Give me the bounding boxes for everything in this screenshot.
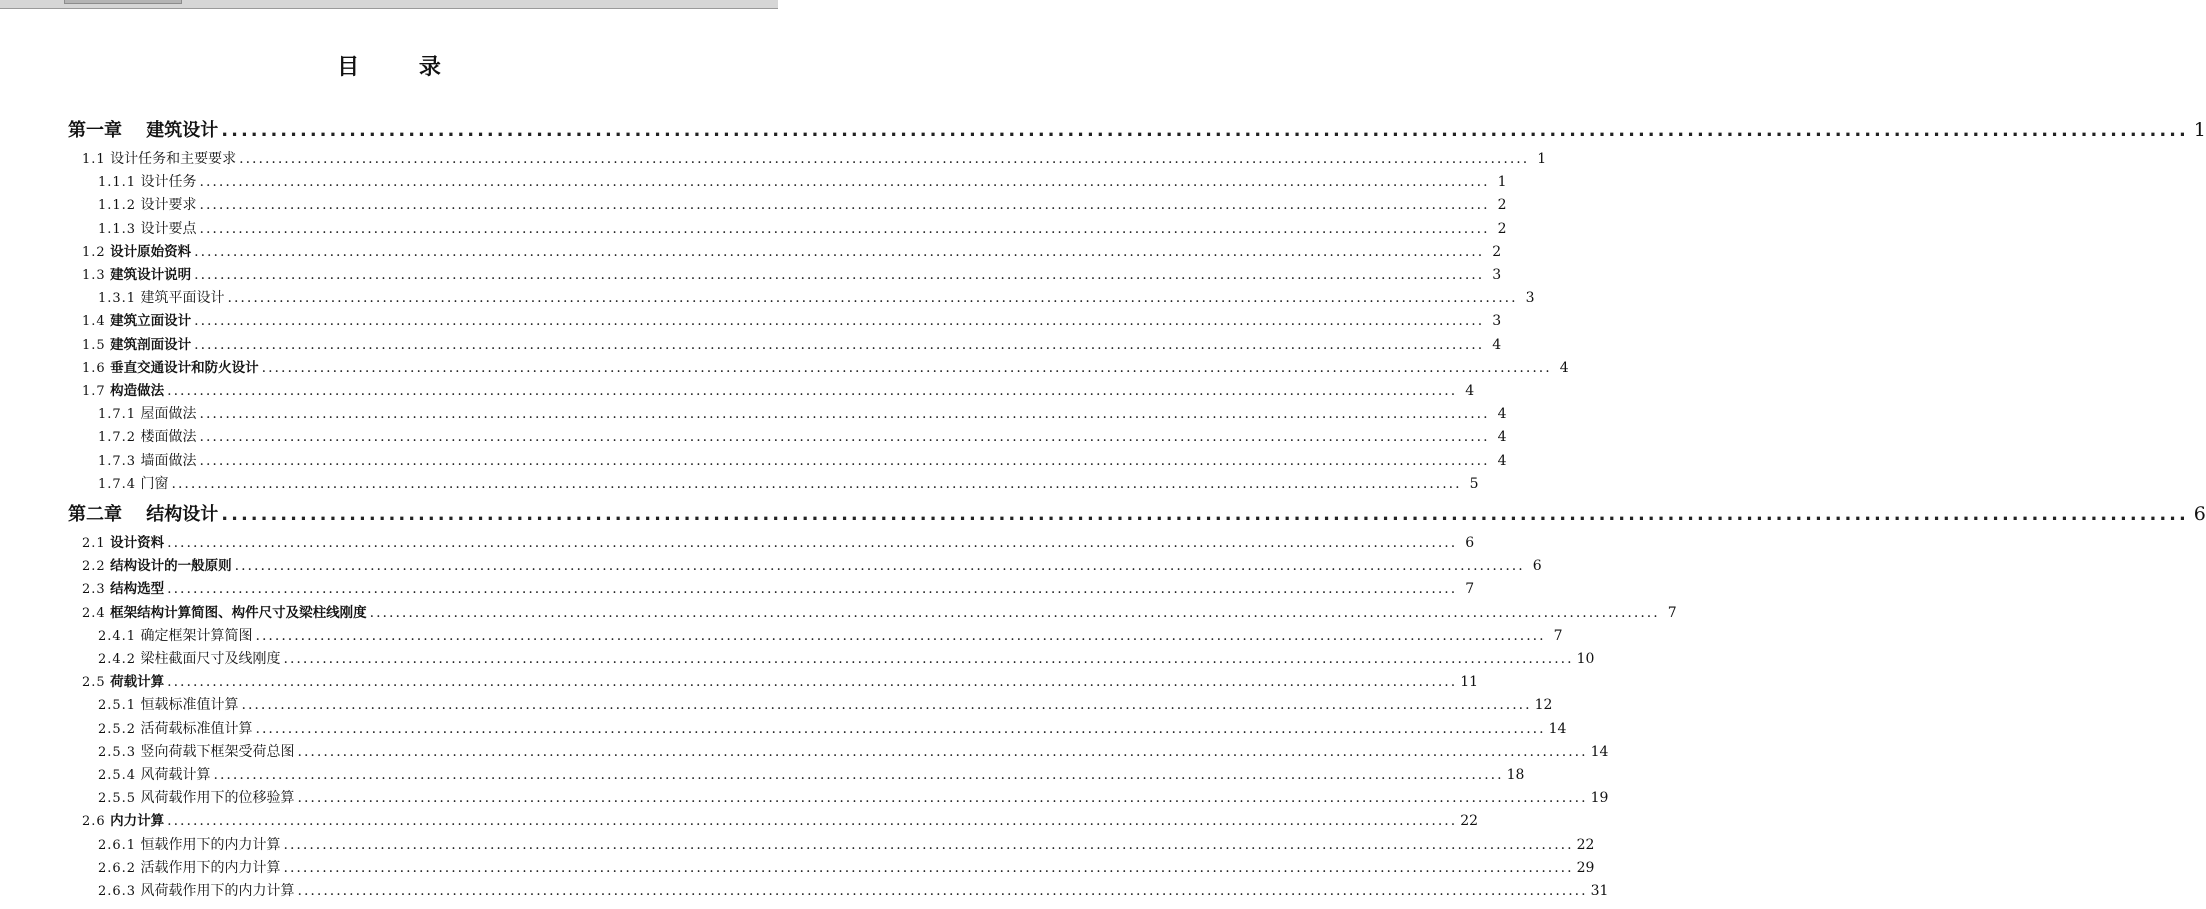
toc-entry-label <box>98 834 281 857</box>
toc-entry-label <box>98 625 253 648</box>
toc-dot-leader: ........................................................................................................................................................................................................ <box>167 674 1458 691</box>
toc-subsection-row[interactable] <box>98 426 1507 448</box>
toc-entry-label <box>98 473 169 496</box>
toc-entry-title: 建筑设计说明 <box>110 267 192 283</box>
toc-entry-label <box>98 694 239 717</box>
toc-entry-label <box>82 555 232 578</box>
toc-section-row[interactable] <box>82 671 1479 693</box>
viewer-toolbar <box>0 0 778 9</box>
toc-entry-title: 结构设计的一般原则 <box>110 558 232 575</box>
toc-dot-leader: ........................................................................................................................................................................................................ <box>199 197 1490 214</box>
toc-dot-leader: ........................................................................................................................................................................................................ <box>199 220 1490 237</box>
toc-entry-number: 1.7.3 <box>98 453 137 469</box>
toc-entry-number: 1.2 <box>82 244 106 260</box>
toc-entry-number: 2.6.2 <box>98 860 137 876</box>
toc-page-number: 4 <box>1497 429 1507 446</box>
toc-entry-number: 1.1 <box>82 152 106 167</box>
toc-entry-number: 2.5.5 <box>98 791 137 807</box>
toc-subsection-row[interactable] <box>98 741 1609 763</box>
toc-entry-title: 门窗 <box>140 475 169 492</box>
toc-entry-number: 2.4.2 <box>98 652 137 667</box>
toc-page-number: 19 <box>1590 790 1609 807</box>
toc-page-number: 1 <box>1537 151 1547 167</box>
toc-dot-leader: ........................................................................................................................................................................................................ <box>221 120 2189 141</box>
toc-entry-title: 恒载作用下的内力计算 <box>140 836 281 853</box>
toc-entry-label <box>98 787 295 810</box>
toc-entry-number: 2.5.2 <box>98 721 137 737</box>
toc-entry-number: 1.1.1 <box>98 175 137 191</box>
toc-dot-leader: ........................................................................................................................................................................................................ <box>234 558 1525 575</box>
toc-page-number: 14 <box>1548 720 1567 737</box>
toc-entry-title: 垂直交通设计和防火设计 <box>110 359 259 376</box>
toc-entry-label <box>82 334 191 357</box>
toc-subsection-row[interactable] <box>98 171 1507 193</box>
toc-subsection-row[interactable] <box>98 857 1595 879</box>
toc-entry-number: 1.6 <box>82 360 106 376</box>
toc-page-number: 14 <box>1590 743 1609 760</box>
toc-dot-leader: ........................................................................................................................................................................................................ <box>297 790 1588 807</box>
toc-dot-leader: ........................................................................................................................................................................................................ <box>241 697 1532 714</box>
toc-subsection-row[interactable] <box>98 648 1595 670</box>
toc-entry-label <box>82 532 164 555</box>
toc-entry-label <box>82 671 164 694</box>
toc-entry-label <box>98 718 253 741</box>
toc-dot-leader: ........................................................................................................................................................................................................ <box>283 836 1574 853</box>
toc-entry-number: 1.1.3 <box>98 221 137 237</box>
toc-entry-title: 设计资料 <box>110 535 165 551</box>
toc-page-number: 6 <box>1465 535 1475 551</box>
toc-dot-leader: ........................................................................................................................................................................................................ <box>261 359 1552 376</box>
toc-page-number: 4 <box>1492 336 1502 353</box>
toc-entry-label <box>98 450 197 473</box>
toc-dot-leader: ........................................................................................................................................................................................................ <box>194 243 1485 260</box>
toc-dot-leader: ........................................................................................................................................................................................................ <box>283 859 1574 876</box>
toc-section-row[interactable] <box>82 241 1502 263</box>
toc-dot-leader: ........................................................................................................................................................................................................ <box>167 383 1458 399</box>
toc-entry-number: 2.6.1 <box>98 837 137 853</box>
toc-subsection-row[interactable] <box>98 403 1507 425</box>
toc-page-number: 12 <box>1534 697 1553 714</box>
toc-page-number: 3 <box>1492 313 1502 330</box>
toc-page-number: 4 <box>1559 359 1569 376</box>
toc-entry-label <box>82 310 191 333</box>
toc-entry-number: 1.7.1 <box>98 407 137 423</box>
toc-page-number: 5 <box>1469 475 1479 492</box>
toc-subsection-row[interactable] <box>98 880 1609 902</box>
toc-subsection-row[interactable] <box>98 787 1609 809</box>
toc-entry-label <box>82 241 191 264</box>
toc-entry-label <box>68 501 218 529</box>
toc-entry-label <box>98 648 281 671</box>
toc-entry-label <box>82 810 164 833</box>
toc-entry-title: 内力计算 <box>110 813 165 830</box>
toc-page-number: 4 <box>1497 406 1507 423</box>
toc-entry-title: 构造做法 <box>110 383 165 399</box>
toc-dot-leader: ........................................................................................................................................................................................................ <box>167 535 1458 551</box>
toc-entry-number: 1.7.4 <box>98 476 137 492</box>
toc-entry-number: 1.1.2 <box>98 198 137 214</box>
toc-dot-leader: ........................................................................................................................................................................................................ <box>213 767 1504 783</box>
toc-chapter-row[interactable] <box>68 500 2206 528</box>
toc-dot-leader: ........................................................................................................................................................................................................ <box>227 290 1518 307</box>
toc-subsection-row[interactable] <box>98 764 1525 786</box>
toc-subsection-row[interactable] <box>98 194 1507 216</box>
toc-entry-label <box>82 357 259 380</box>
toc-entry-title: 建筑剖面设计 <box>110 336 192 353</box>
toc-page-number: 10 <box>1576 651 1595 667</box>
toc-page-number: 6 <box>2193 503 2206 525</box>
toc-entry-title: 楼面做法 <box>140 429 197 446</box>
toc-section-row[interactable] <box>82 264 1502 286</box>
toc-entry-label <box>98 403 197 426</box>
toc-entry-label <box>98 741 295 764</box>
toc-entry-title: 设计要点 <box>140 220 197 237</box>
toc-dot-leader: ........................................................................................................................................................................................................ <box>297 883 1588 899</box>
toc-subsection-row[interactable] <box>98 834 1595 856</box>
toc-page-number: 7 <box>1667 604 1677 621</box>
toc-page-number: 2 <box>1497 197 1507 214</box>
toc-entry-title: 竖向荷载下框架受荷总图 <box>140 743 295 760</box>
toc-entry-number: 1.7 <box>82 384 106 399</box>
toc-entry-label <box>98 857 281 880</box>
toc-entry-label <box>98 194 197 217</box>
toc-entry-title: 建筑立面设计 <box>110 313 192 330</box>
toc-entry-title: 设计原始资料 <box>110 243 192 260</box>
toc-subsection-row[interactable] <box>98 287 1535 309</box>
toc-entry-label <box>82 264 191 287</box>
toc-dot-leader: ........................................................................................................................................................................................................ <box>369 604 1660 621</box>
toc-entry-title: 荷载计算 <box>110 674 165 691</box>
toc-entry-title: 确定框架计算简图 <box>140 627 253 644</box>
toc-entry-title: 风荷载计算 <box>140 767 211 783</box>
toc-subsection-row[interactable] <box>98 625 1563 647</box>
toc-page-number: 22 <box>1576 836 1595 853</box>
toc-dot-leader: ........................................................................................................................................................................................................ <box>199 429 1490 446</box>
toc-entry-title: 结构设计 <box>146 504 219 525</box>
toc-entry-number: 1.5 <box>82 337 106 353</box>
toc-dot-leader: ........................................................................................................................................................................................................ <box>194 336 1485 353</box>
toc-entry-label <box>98 287 225 310</box>
toc-section-row[interactable] <box>82 148 1547 170</box>
toc-entry-title: 梁柱截面尺寸及线刚度 <box>140 651 281 667</box>
toc-entry-number: 2.5 <box>82 675 106 691</box>
toc-page-number: 11 <box>1460 674 1479 691</box>
toc-entry-title: 活载作用下的内力计算 <box>140 859 281 876</box>
toc-entry-label <box>82 148 236 171</box>
toc-dot-leader: ........................................................................................................................................................................................................ <box>255 720 1546 737</box>
toc-entry-title: 屋面做法 <box>140 406 197 423</box>
toc-dot-leader: ........................................................................................................................................................................................................ <box>171 475 1462 492</box>
toc-dot-leader: ........................................................................................................................................................................................................ <box>255 627 1546 644</box>
toc-entry-label <box>68 117 218 145</box>
toc-page-number: 3 <box>1492 267 1502 283</box>
toc-entry-title: 建筑设计 <box>146 120 219 141</box>
toc-entry-label <box>98 426 197 449</box>
toc-page-number: 22 <box>1460 813 1479 830</box>
toc-subsection-row[interactable] <box>98 218 1507 240</box>
toc-entry-number: 1.4 <box>82 314 106 330</box>
toc-subsection-row[interactable] <box>98 473 1479 495</box>
toc-entry-label <box>82 380 164 403</box>
toc-entry-number: 第一章 <box>68 120 122 141</box>
toc-dot-leader: ........................................................................................................................................................................................................ <box>199 174 1490 191</box>
toc-section-row[interactable] <box>82 334 1502 356</box>
toc-page-number: 3 <box>1525 290 1535 307</box>
toc-entry-title: 设计要求 <box>140 197 197 214</box>
toc-dot-leader: ........................................................................................................................................................................................................ <box>283 651 1574 667</box>
toc-entry-title: 设计任务和主要要求 <box>110 151 237 167</box>
toc-section-row[interactable] <box>82 810 1479 832</box>
toc-entry-number: 2.4.1 <box>98 628 137 644</box>
toc-entry-number: 2.4 <box>82 605 106 621</box>
toc-section-row[interactable] <box>82 602 1677 624</box>
toc-page-number: 1 <box>1497 174 1507 191</box>
toc-dot-leader: ........................................................................................................................................................................................................ <box>239 151 1530 167</box>
toc-dot-leader: ........................................................................................................................................................................................................ <box>221 504 2189 525</box>
toc-entry-title: 风荷载作用下的内力计算 <box>140 883 295 899</box>
toc-page-number: 29 <box>1576 859 1595 876</box>
toc-entry-label <box>82 602 367 625</box>
toc-entry-label <box>98 880 295 903</box>
toc-chapter-row[interactable] <box>68 116 2206 144</box>
toc-dot-leader: ........................................................................................................................................................................................................ <box>194 313 1485 330</box>
toc-section-row[interactable] <box>82 380 1475 402</box>
toc-entry-number: 第二章 <box>68 504 122 525</box>
toc-dot-leader: ........................................................................................................................................................................................................ <box>167 813 1458 830</box>
toc-entry-title: 设计任务 <box>140 174 197 191</box>
toc-dot-leader: ........................................................................................................................................................................................................ <box>297 743 1588 760</box>
toc-entry-label <box>98 764 211 787</box>
toc-page-number: 4 <box>1497 452 1507 469</box>
toc-page-number: 7 <box>1465 581 1475 598</box>
toc-entry-title: 框架结构计算简图、构件尺寸及梁柱线刚度 <box>110 604 367 621</box>
toc-entry-title: 墙面做法 <box>140 452 197 469</box>
toc-page-number: 2 <box>1492 243 1502 260</box>
toc-section-row[interactable] <box>82 357 1569 379</box>
page-title: 目 录 <box>337 55 467 80</box>
toc-entry-number: 1.3 <box>82 268 106 283</box>
toc-entry-number: 2.2 <box>82 559 106 575</box>
toc-entry-number: 2.5.3 <box>98 744 137 760</box>
toc-entry-title: 建筑平面设计 <box>140 290 225 307</box>
toc-entry-number: 2.5.4 <box>98 768 137 783</box>
toc-entry-label <box>82 578 164 601</box>
toc-page-number: 1 <box>2193 119 2206 141</box>
toc-entry-label <box>98 218 197 241</box>
toc-dot-leader: ........................................................................................................................................................................................................ <box>194 267 1485 283</box>
toc-entry-number: 1.7.2 <box>98 430 137 446</box>
toc-entry-number: 2.6.3 <box>98 884 137 899</box>
toc-subsection-row[interactable] <box>98 718 1567 740</box>
toc-page-number: 2 <box>1497 220 1507 237</box>
toc-dot-leader: ........................................................................................................................................................................................................ <box>199 452 1490 469</box>
toc-entry-number: 2.6 <box>82 814 106 830</box>
toc-entry-number: 2.3 <box>82 582 106 598</box>
toc-entry-title: 结构选型 <box>110 581 165 598</box>
toc-section-row[interactable] <box>82 555 1542 577</box>
toc-section-row[interactable] <box>82 578 1475 600</box>
toc-subsection-row[interactable] <box>98 694 1553 716</box>
toc-entry-title: 恒载标准值计算 <box>140 697 239 714</box>
toc-page-number: 7 <box>1553 627 1563 644</box>
toc-subsection-row[interactable] <box>98 450 1507 472</box>
toc-section-row[interactable] <box>82 310 1502 332</box>
toc-section-row[interactable] <box>82 532 1475 554</box>
toc-entry-label <box>98 171 197 194</box>
toc-entry-title: 活荷载标准值计算 <box>140 720 253 737</box>
toc-entry-title: 风荷载作用下的位移验算 <box>140 790 295 807</box>
toc-page-number: 18 <box>1506 767 1525 783</box>
toc-dot-leader: ........................................................................................................................................................................................................ <box>199 406 1490 423</box>
toc-page-number: 31 <box>1590 883 1609 899</box>
toc-entry-number: 2.5.1 <box>98 698 137 714</box>
toc-page-number: 6 <box>1532 558 1542 575</box>
viewer-tab[interactable] <box>64 0 182 4</box>
toc-entry-number: 1.3.1 <box>98 291 137 307</box>
toc-page-number: 4 <box>1465 383 1475 399</box>
toc-dot-leader: ........................................................................................................................................................................................................ <box>167 581 1458 598</box>
toc-entry-number: 2.1 <box>82 536 106 551</box>
